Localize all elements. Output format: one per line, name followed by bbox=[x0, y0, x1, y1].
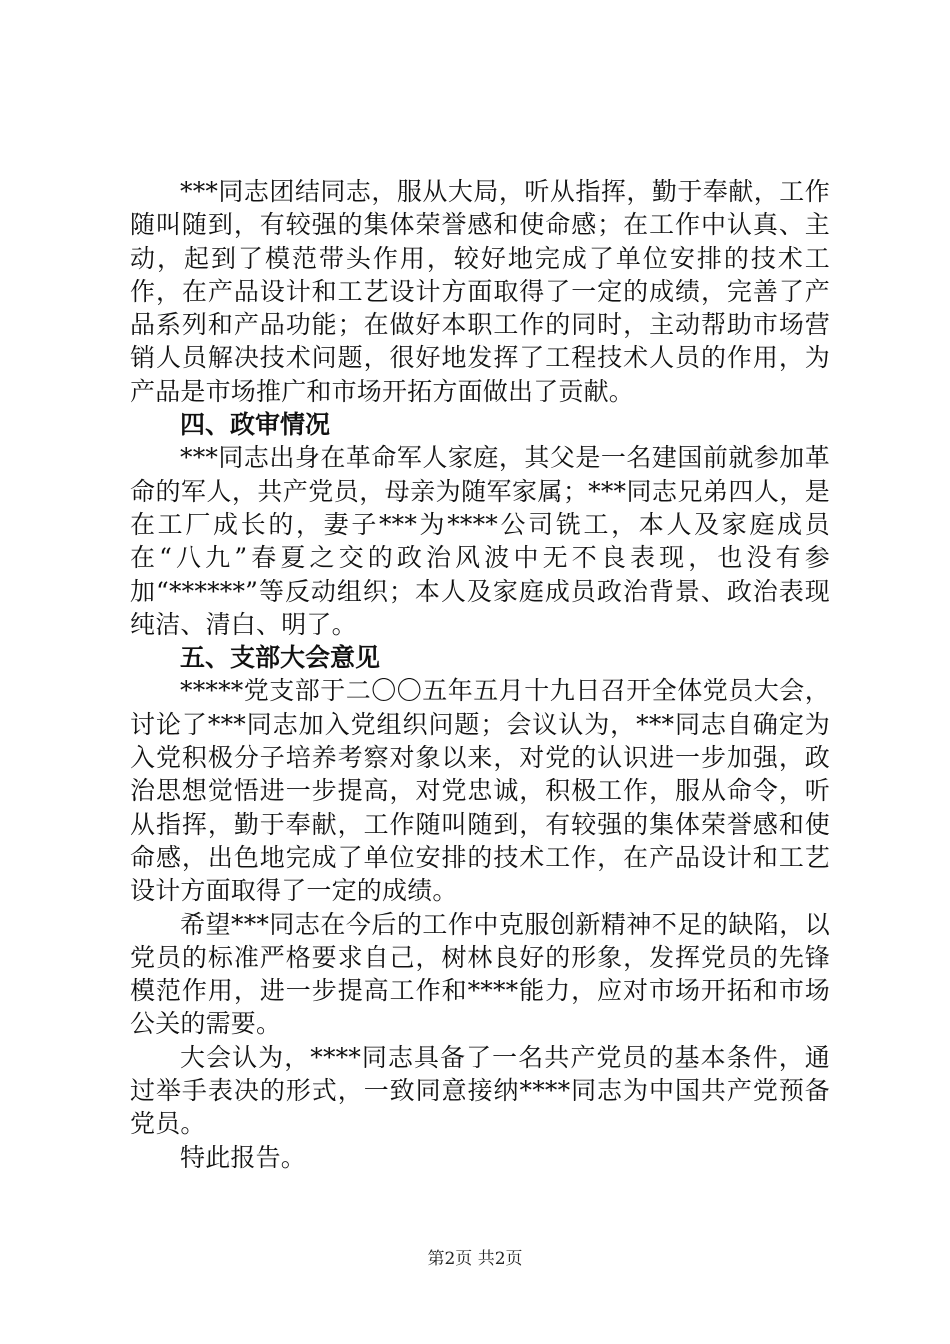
paragraph-performance: ***同志团结同志，服从大局，听从指挥，勤于奉献，工作随叫随到，有较强的集体荣誉感和使命感；在工作中认真、主动，起到了模范带头作用，较好地完成了单位安排的技术工作，在产品设计和工艺设计方面取得了一定的成绩，完善了产品系列和产品功能；在做好本职工作的同时，主动帮助市场营销人员解决技术问题，很好地发挥了工程技术人员的作用，为产品是市场推广和市场开拓方面做出了贡献。 bbox=[130, 177, 830, 406]
document-body bbox=[130, 175, 830, 1174]
paragraph-political-review: ***同志出身在革命军人家庭，其父是一名建国前就参加革命的军人，共产党员，母亲为随军家属；***同志兄弟四人，是在工厂成长的，妻子***为****公司铣工，本人及家庭成员在“八九”春夏之交的政治风波中无不良表现，也没有参加“******”等反动组织；本人及家庭成员政治背景、政治表现纯洁、清白、明了。 bbox=[130, 443, 830, 639]
heading-political-review: 四、政审情况 bbox=[180, 410, 331, 440]
page-number-footer: 第2页 共2页 bbox=[427, 1249, 523, 1269]
paragraph-resolution: 大会认为，****同志具备了一名共产党员的基本条件，通过举手表决的形式，一致同意接纳****同志为中国共产党预备党员。 bbox=[130, 1042, 830, 1139]
paragraph-branch-meeting: *****党支部于二〇〇五年五月十九日召开全体党员大会，讨论了***同志加入党组织问题；会议认为，***同志自确定为入党积极分子培养考察对象以来，对党的认识进一步加强，政治思想觉悟进一步提高，对党忠诚，积极工作，服从命令，听从指挥，勤于奉献，工作随叫随到，有较强的集体荣誉感和使命感，出色地完成了单位安排的技术工作，在产品设计和工艺设计方面取得了一定的成绩。 bbox=[130, 676, 830, 906]
closing-statement: 特此报告。 bbox=[180, 1142, 307, 1172]
heading-branch-meeting: 五、支部大会意见 bbox=[180, 643, 381, 673]
paragraph-expectations: 希望***同志在今后的工作中克服创新精神不足的缺陷，以党员的标准严格要求自己，树林良好的形象，发挥党员的先锋模范作用，进一步提高工作和****能力，应对市场开拓和市场公关的需要。 bbox=[130, 909, 830, 1039]
